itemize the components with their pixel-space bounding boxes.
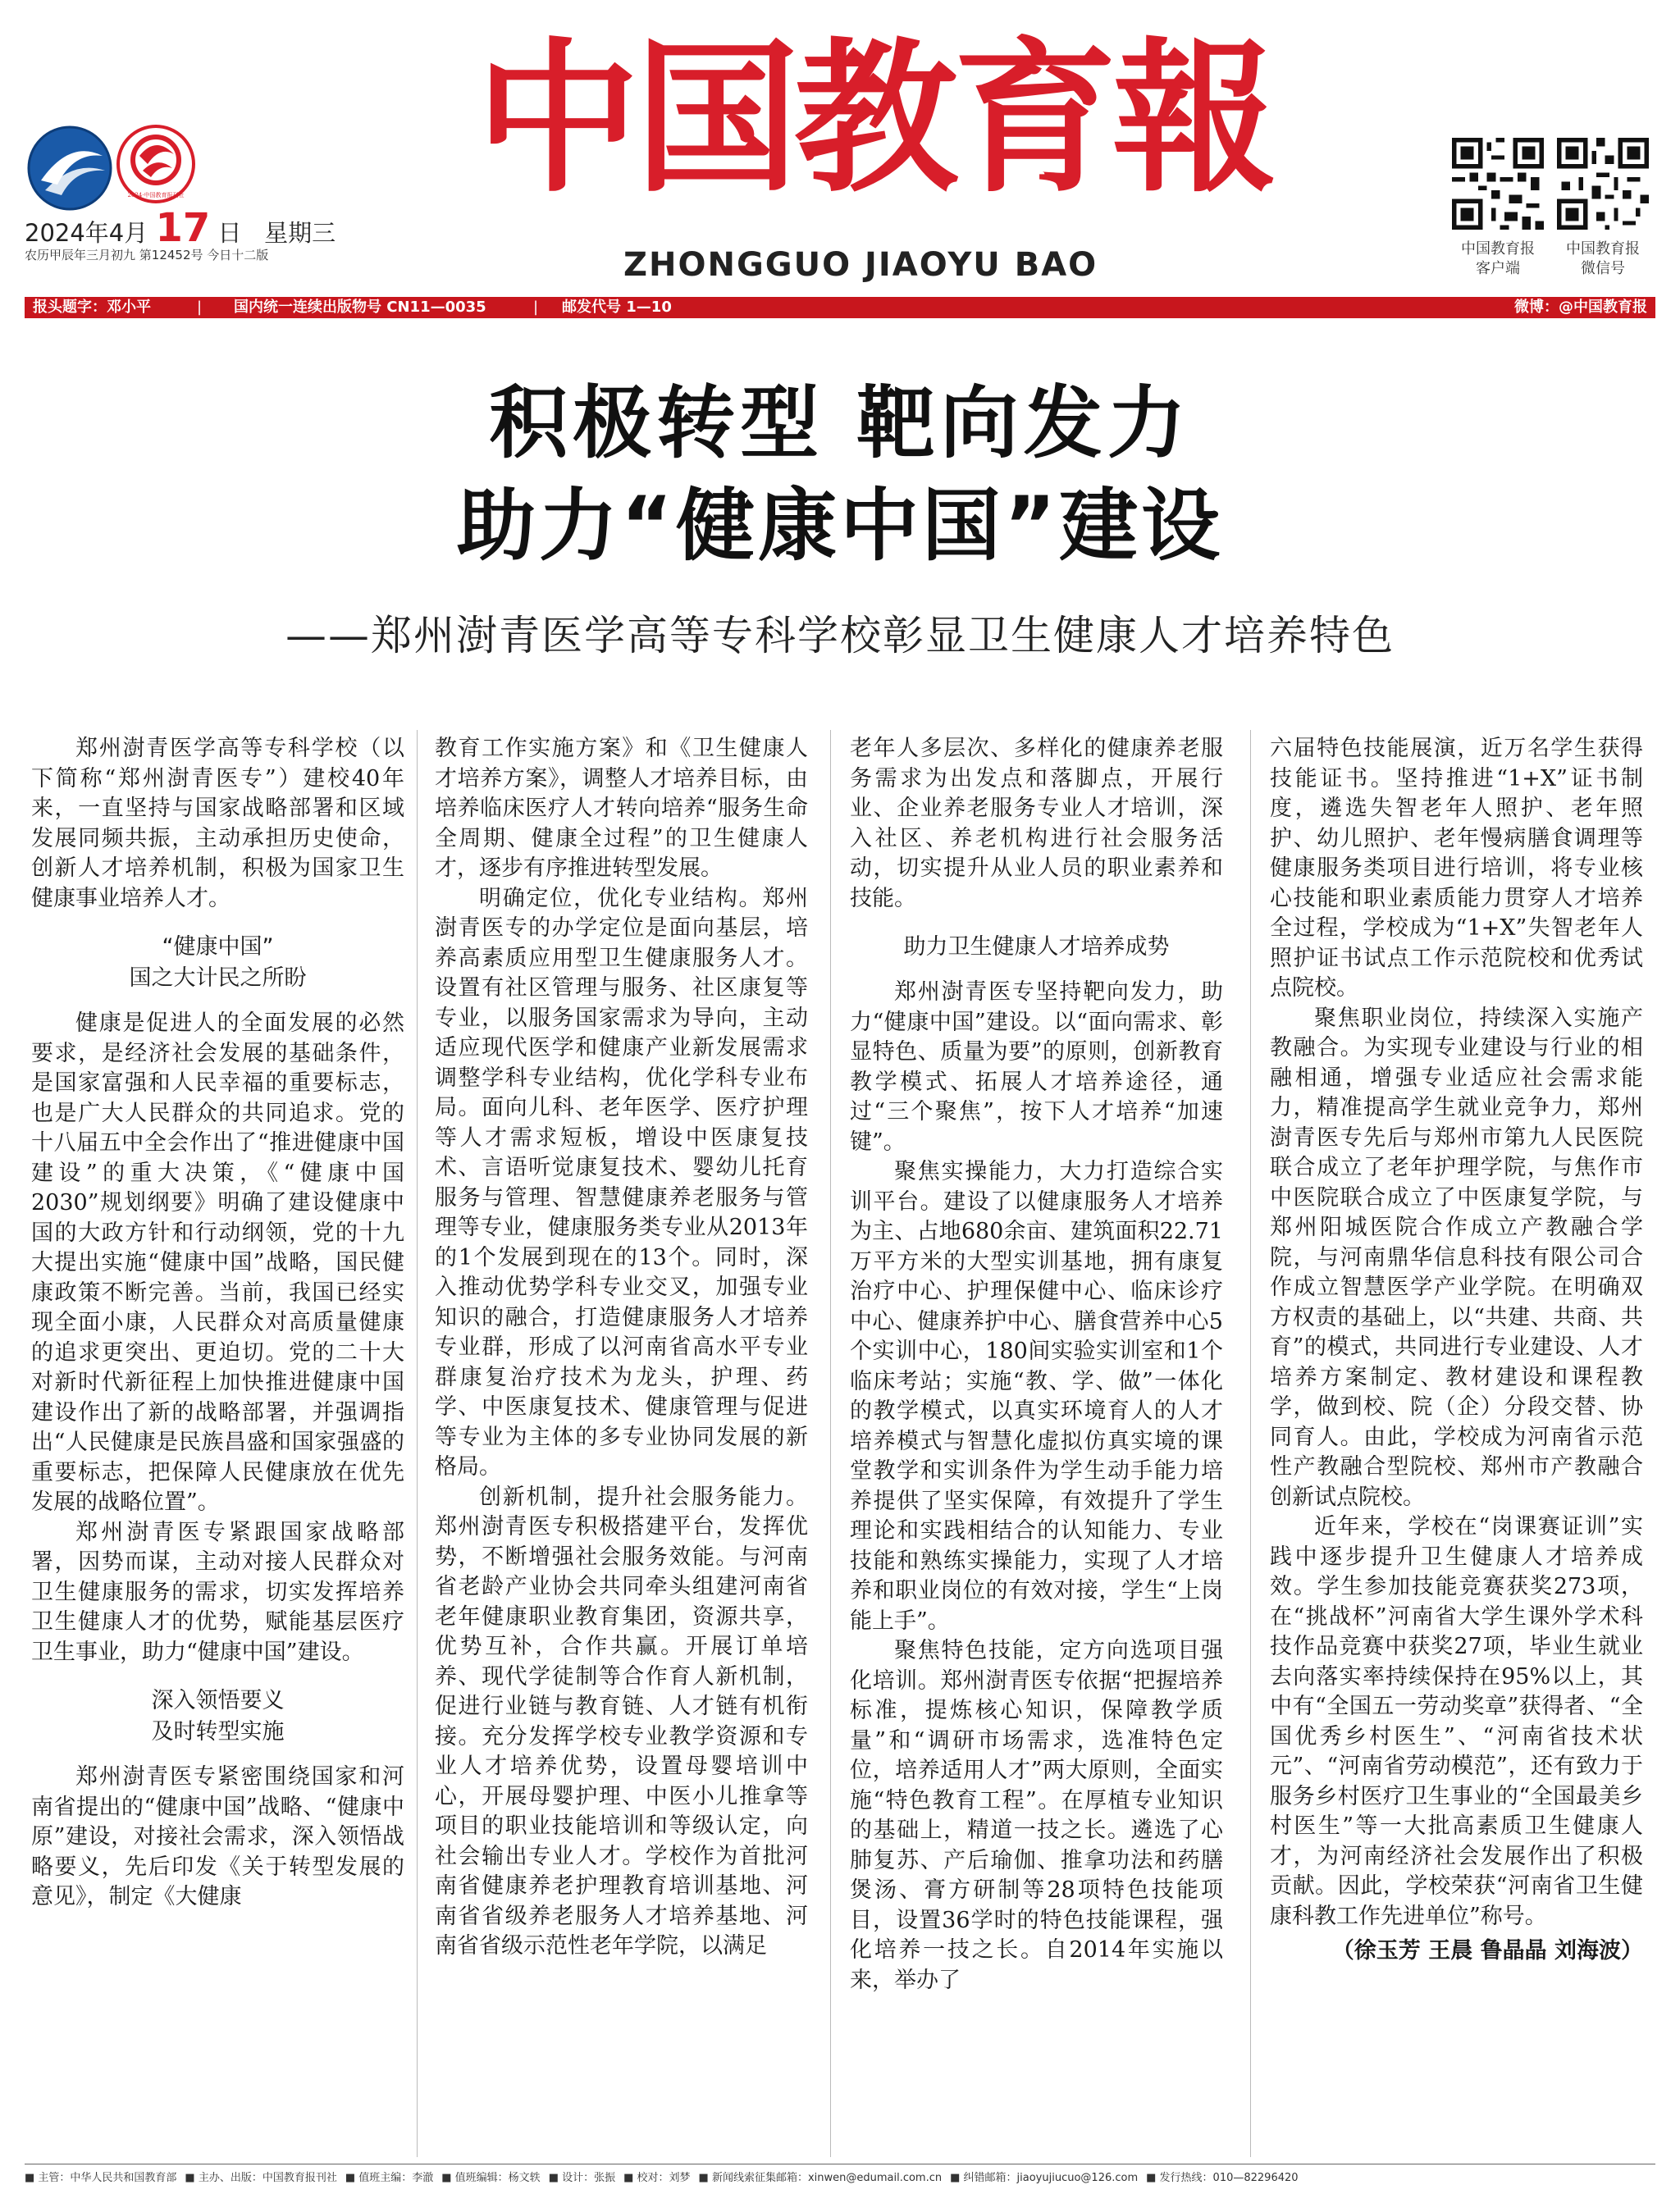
article-paragraph: 明确定位，优化专业结构。郑州澍青医专的办学定位是面向基层，培养高素质应用型卫生健康服务人才。设置有社区管理与服务、社区康复等专业，以服务国家需求为导向，主动适应现代医学和健康产业新发展需求调整学科专业结构，优化学科专业布局。面向儿科、老年医学、医疗护理等人才需求短板，增设中医康复技术、言语听觉康复技术、婴幼儿托育服务与管理、智慧健康养老服务与管理等专业，健康服务类专业从2013年的1个发展到现在的13个。同时，深入推动优势学科专业交叉，加强专业知识的融合，打造健康服务人才培养专业群，形成了以河南省高水平专业群康复治疗技术为龙头，护理、药学、中医康复技术、健康管理与促进等专业为主体的多专业协同发展的新格局。 bbox=[435, 885, 808, 1480]
section-heading-line: 深入领悟要义 bbox=[151, 1688, 285, 1713]
headline-line-2: 助力“健康中国”建设 bbox=[456, 480, 1224, 572]
article-paragraph: 郑州澍青医学高等专科学校（以下简称“郑州澍青医专”）建校40年来，一直坚持与国家战略部署和区域发展同频共振，主动承担历史使命，创新人才培养机制，积极为国家卫生健康事业培养人才。 bbox=[31, 736, 404, 911]
article-paragraph: 郑州澍青医专坚持靶向发力，助力“健康中国”建设。以“面向需求、彰显特色、质量为要”的原则，创新教育教学模式、拓展人才培养途径，通过“三个聚焦”，按下人才培养“加速键”。 bbox=[850, 979, 1223, 1155]
section-heading-line: 国之大计民之所盼 bbox=[129, 965, 307, 991]
qr-wechat-caption bbox=[1550, 239, 1656, 279]
article-column-2 bbox=[435, 734, 808, 2194]
column-divider bbox=[417, 730, 418, 2157]
section-heading-line: “健康中国” bbox=[162, 934, 274, 960]
cn-serial-number: 国内统一连续出版物号 CN11—0035 bbox=[234, 299, 486, 316]
footer-item: ■ 主办、出版：中国教育报刊社 bbox=[185, 2172, 337, 2184]
article-paragraph: 聚焦实操能力，大力打造综合实训平台。建设了以健康服务人才培养为主、占地680余亩、建筑面积22.71万平方米的大型实训基地，拥有康复治疗中心、护理保健中心、临床诊疗中心、健康养护中心、膳食营养中心5个实训中心，180间实验实训室和1个临床考站；实施“教、学、做”一体化的教学模式，以真实环境育人的人才培养模式与智慧化虚拟仿真实境的课堂教学和实训条件为学生动手能力培养提供了坚实保障，有效提升了学生理论和实践相结合的认知能力、专业技能和熟练实操能力，实现了人才培养和职业岗位的有效对接，学生“上岗能上手”。 bbox=[850, 1159, 1223, 1634]
masthead-pinyin: ZHONGGUO JIAOYU BAO bbox=[623, 246, 1098, 284]
qr-code-icon bbox=[1557, 138, 1649, 230]
article-paragraph: 教育工作实施方案》和《卫生健康人才培养方案》，调整人才培养目标，由培养临床医疗人才转向培养“服务生命全周期、健康全过程”的卫生健康人才，逐步有序推进转型发展。 bbox=[435, 736, 808, 881]
seal-caption: 2024·中国教育报刊社 bbox=[127, 192, 185, 198]
date-suffix: 日 bbox=[217, 219, 242, 247]
info-bar bbox=[25, 297, 1655, 318]
article-paragraph: 近年来，学校在“岗课赛证训”实践中逐步提升卫生健康人才培养成效。学生参加技能竞赛获奖273项，在“挑战杯”河南省大学生课外学术科技作品竞赛中获奖27项，毕业生就业去向落实率持续保持在95%以上，其中有“全国五一劳动奖章”获得者、“全国优秀乡村医生”、“河南省技术状元”、“河南省劳动模范”，还有致力于服务乡村医疗卫生事业的“全国最美乡村医生”等一大批高素质卫生健康人才，为河南经济社会发展作出了积极贡献。因此，学校荣获“河南省卫生健康科教工作先进单位”称号。 bbox=[1270, 1514, 1643, 1929]
article-paragraph: 健康是促进人的全面发展的必然要求，是经济社会发展的基础条件，是国家富强和人民幸福的重要标志，也是广大人民群众的共同追求。党的十八届五中全会作出了“推进健康中国建设”的重大决策，《“健康中国2030”规划纲要》明确了建设健康中国的大政方针和行动纲领，党的十九大提出实施“健康中国”战略，国民健康政策不断完善。当前，我国已经实现全面小康，人民群众对高质量健康的追求更突出、更迫切。党的二十大对新时代新征程上加快推进健康中国建设作出了新的战略部署，并强调指出“人民健康是民族昌盛和国家强盛的重要标志，把保障人民健康放在优先发展的战略位置”。 bbox=[31, 1010, 404, 1515]
article-paragraph: 创新机制，提升社会服务能力。郑州澍青医专积极搭建平台，发挥优势，不断增强社会服务效能。与河南省老龄产业协会共同牵头组建河南省老年健康职业教育集团，资源共享，优势互补，合作共赢。开展订单培养、现代学徒制等合作育人新机制，促进行业链与教育链、人才链有机衔接。充分发挥学校专业教学资源和专业人才培养优势，设置母婴培训中心，开展母婴护理、中医小儿推拿等项目的职业技能培训和等级认定，向社会输出专业人才。学校作为首批河南省健康养老护理教育培训基地、河南省省级养老服务人才培养基地、河南省省级示范性老年学院，以满足 bbox=[435, 1484, 808, 1959]
article-column-1 bbox=[31, 734, 404, 2194]
headline-line-1: 积极转型 靶向发力 bbox=[489, 377, 1191, 469]
postal-code: 邮发代号 1—10 bbox=[562, 299, 672, 316]
date-prefix: 2024年4月 bbox=[25, 219, 148, 247]
china-education-logo-icon bbox=[25, 123, 115, 213]
footer-item: ■ 主管：中华人民共和国教育部 bbox=[25, 2172, 177, 2184]
footer-item: ■ 值班编辑：杨文轶 bbox=[441, 2172, 541, 2184]
qr-client-caption-line: 客户端 bbox=[1476, 260, 1520, 277]
section-heading bbox=[31, 932, 404, 994]
article-paragraph: 聚焦职业岗位，持续深入实施产教融合。为实现专业建设与行业的相融相通，增强专业适应社会需求能力，精准提高学生就业竞争力，郑州澍青医专先后与郑州市第九人民医院联合成立了老年护理学院，与焦作市中医院联合成立了中医康复学院，与郑州阳城医院合作成立产教融合学院，与河南鼎华信息科技有限公司合作成立智慧医学产业学院。在明确双方权责的基础上，以“共建、共商、共育”的模式，共同进行专业建设、人才培养方案制定、教材建设和课程教学，做到校、院（企）分段交替、协同育人。由此，学校成为河南省示范性产教融合型院校、郑州市产教融合创新试点院校。 bbox=[1270, 1005, 1643, 1510]
footer-item: ■ 校对：刘梦 bbox=[623, 2172, 691, 2184]
footer-credits bbox=[25, 2169, 1655, 2184]
anniversary-seal-icon bbox=[115, 123, 197, 205]
footer-item: ■ 纠错邮箱：jiaoyujiucuo@126.com bbox=[950, 2172, 1139, 2184]
inscription-credit: 报头题字：邓小平 bbox=[33, 299, 151, 316]
section-heading bbox=[850, 932, 1223, 963]
qr-wechat-caption-line: 中国教育报 bbox=[1566, 240, 1640, 258]
weibo-handle: 微博：@中国教育报 bbox=[1514, 299, 1647, 316]
section-heading-line: 助力卫生健康人才培养成势 bbox=[903, 934, 1170, 960]
weekday: 星期三 bbox=[264, 219, 336, 247]
article-column-4 bbox=[1270, 734, 1643, 2194]
footer-item: ■ 发行热线：010—82296420 bbox=[1146, 2172, 1299, 2184]
article-paragraph: 郑州澍青医专紧跟国家战略部署，因势而谋，主动对接人民群众对卫生健康服务的需求，切实发挥培养卫生健康人才的优势，赋能基层医疗卫生事业，助力“健康中国”建设。 bbox=[31, 1519, 404, 1665]
info-separator: | bbox=[197, 299, 203, 316]
footer-item: ■ 新闻线索征集邮箱：xinwen@edumail.com.cn bbox=[698, 2172, 943, 2184]
article-paragraph: 六届特色技能展演，近万名学生获得技能证书。坚持推进“1+X”证书制度，遴选失智老年人照护、老年照护、幼儿照护、老年慢病膳食调理等健康服务类项目进行培训，将专业核心技能和职业素质能力贯穿人才培养全过程，学校成为“1+X”失智老年人照护证书试点工作示范院校和优秀试点院校。 bbox=[1270, 736, 1643, 1001]
section-heading bbox=[31, 1685, 404, 1748]
qr-client-caption bbox=[1445, 239, 1551, 279]
lunar-issue-line: 农历甲辰年三月初九 第12452号 今日十二版 bbox=[25, 248, 269, 262]
info-separator: | bbox=[533, 299, 539, 316]
article-column-3 bbox=[850, 734, 1223, 2194]
article-paragraph: 老年人多层次、多样化的健康养老服务需求为出发点和落脚点，开展行业、企业养老服务专业人才培训，深入社区、养老机构进行社会服务活动，切实提升从业人员的职业素养和技能。 bbox=[850, 736, 1223, 911]
qr-wechat-caption-line: 微信号 bbox=[1581, 260, 1625, 277]
article-byline: （徐玉芳 王晨 鲁晶晶 刘海波） bbox=[1331, 1938, 1643, 1964]
subheadline: ——郑州澍青医学高等专科学校彰显卫生健康人才培养特色 bbox=[285, 612, 1395, 659]
qr-client-caption-line: 中国教育报 bbox=[1461, 240, 1535, 258]
article-paragraph: 郑州澍青医专紧密围绕国家和河南省提出的“健康中国”战略、“健康中原”建设，对接社会需求，深入领悟战略要义，先后印发《关于转型发展的意见》，制定《大健康 bbox=[31, 1764, 404, 1909]
issue-date bbox=[25, 205, 336, 251]
column-divider bbox=[1250, 730, 1251, 2157]
article-paragraph: 聚焦特色技能，定方向选项目强化培训。郑州澍青医专依据“把握培养标准，提炼核心知识，保障教学质量”和“调研市场需求，选准特色定位，培养适用人才”两大原则，全面实施“特色教育工程”。在厚植专业知识的基础上，精道一技之长。遴选了心肺复苏、产后瑜伽、推拿功法和药膳煲汤、膏方研制等28项特色技能项目，设置36学时的特色技能课程，强化培养一技之长。自2014年实施以来，举办了 bbox=[850, 1638, 1223, 1993]
footer-item: ■ 值班主编：李澈 bbox=[345, 2172, 434, 2184]
qr-code-icon bbox=[1452, 138, 1544, 230]
column-divider bbox=[830, 730, 831, 2157]
footer-item: ■ 设计：张振 bbox=[548, 2172, 616, 2184]
section-heading-line: 及时转型实施 bbox=[151, 1719, 285, 1745]
date-day: 17 bbox=[155, 205, 211, 251]
masthead-title: 中国教育報 bbox=[476, 22, 1272, 215]
